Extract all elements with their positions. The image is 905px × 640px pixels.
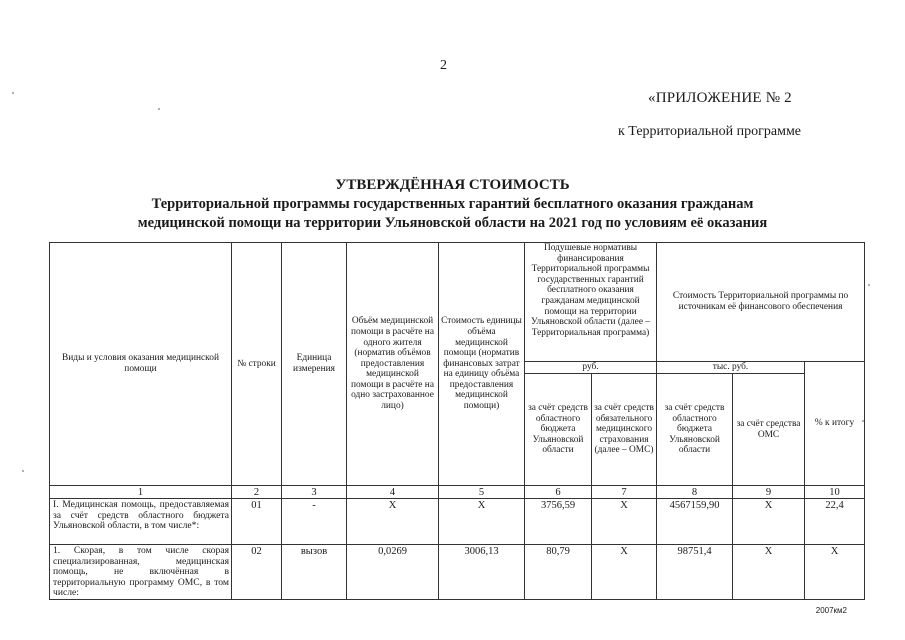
document-title: УТВЕРЖДЁННАЯ СТОИМОСТЬ [335, 177, 570, 193]
row-volume: Х [347, 499, 439, 545]
row-name: 1. Скорая, в том числе скорая специализированная, медицинская помощь, не включённая в территориальную программу ОМС, в том числе: [50, 545, 232, 600]
row-percent: Х [805, 545, 865, 600]
row-budget-total: 98751,4 [657, 545, 733, 600]
header-percent: % к итогу [805, 362, 865, 486]
row-cost: 3006,13 [439, 545, 525, 600]
column-number: 7 [592, 486, 657, 499]
row-oms: Х [592, 545, 657, 600]
row-budget: 3756,59 [525, 499, 592, 545]
document-subtitle [90, 195, 815, 233]
row-budget: 80,79 [525, 545, 592, 600]
header-rub: руб. [525, 362, 657, 374]
document-subtitle-line1: Территориальной программы государственных гарантий бесплатного оказания гражданам [151, 196, 754, 212]
column-number: 4 [347, 486, 439, 499]
row-number: 01 [232, 499, 282, 545]
header-cost: Стоимость единицы объёма медицинской помощи (норматив финансовых затрат на единицу объёма предоставления медицинской помощи) [439, 243, 525, 486]
row-budget-total: 4567159,90 [657, 499, 733, 545]
row-volume: 0,0269 [347, 545, 439, 600]
table-row [50, 499, 865, 545]
appendix-title: «ПРИЛОЖЕНИЕ № 2 [648, 90, 792, 106]
row-oms-total: Х [733, 545, 805, 600]
row-name: I. Медицинская помощь, предоставляемая за счёт средств областного бюджета Ульяновской области, в том числе*: [50, 499, 232, 545]
header-regional-budget-2: за счёт средств областного бюджета Ульяновской области [657, 374, 733, 486]
column-number: 9 [733, 486, 805, 499]
header-thousand-rub: тыс. руб. [657, 362, 805, 374]
column-number: 3 [282, 486, 347, 499]
row-oms-total: Х [733, 499, 805, 545]
column-number: 8 [657, 486, 733, 499]
scan-speck [22, 470, 24, 472]
table-row [50, 545, 865, 600]
appendix-subtitle: к Территориальной программе [618, 124, 802, 139]
column-number: 10 [805, 486, 865, 499]
row-cost: Х [439, 499, 525, 545]
header-unit: Единица измерения [282, 243, 347, 486]
column-number: 1 [50, 486, 232, 499]
row-number: 02 [232, 545, 282, 600]
column-number: 2 [232, 486, 282, 499]
header-types: Виды и условия оказания медицинской помощи [50, 243, 232, 486]
column-number-row [50, 486, 865, 499]
header-compulsory: за счёт средств обязательного медицинского страхования (далее – ОМС) [592, 374, 657, 486]
header-row-no: № строки [232, 243, 282, 486]
row-unit: вызов [282, 545, 347, 600]
scan-speck [862, 420, 864, 422]
header-volume: Объём медицинской помощи в расчёте на одного жителя (норматив объёмов предоставления медицинской помощи в расчёте на одно застрахованное лицо) [347, 243, 439, 486]
row-unit: - [282, 499, 347, 545]
scan-speck [12, 92, 14, 94]
header-program-cost: Стоимость Территориальной программы по источникам её финансового обеспечения [657, 243, 865, 362]
header-oms: за счёт средства ОМС [733, 374, 805, 486]
column-number: 5 [439, 486, 525, 499]
row-oms: Х [592, 499, 657, 545]
row-percent: 22,4 [805, 499, 865, 545]
header-regional-budget: за счёт средств областного бюджета Ульяновской области [525, 374, 592, 486]
column-number: 6 [525, 486, 592, 499]
cost-table [49, 242, 865, 600]
scan-speck [868, 284, 870, 286]
header-per-capita: Подушевые нормативы финансирования Территориальной программы государственных гарантий бесплатного оказания гражданам медицинской помощи на территории Ульяновской области (далее – Территориальная программа) [525, 243, 657, 362]
document-subtitle-line2: медицинской помощи на территории Ульяновской области на 2021 год по условиям её оказания [137, 215, 768, 231]
page-number: 2 [440, 58, 447, 73]
footer-code: 2007км2 [815, 606, 847, 615]
scan-speck [158, 108, 160, 110]
